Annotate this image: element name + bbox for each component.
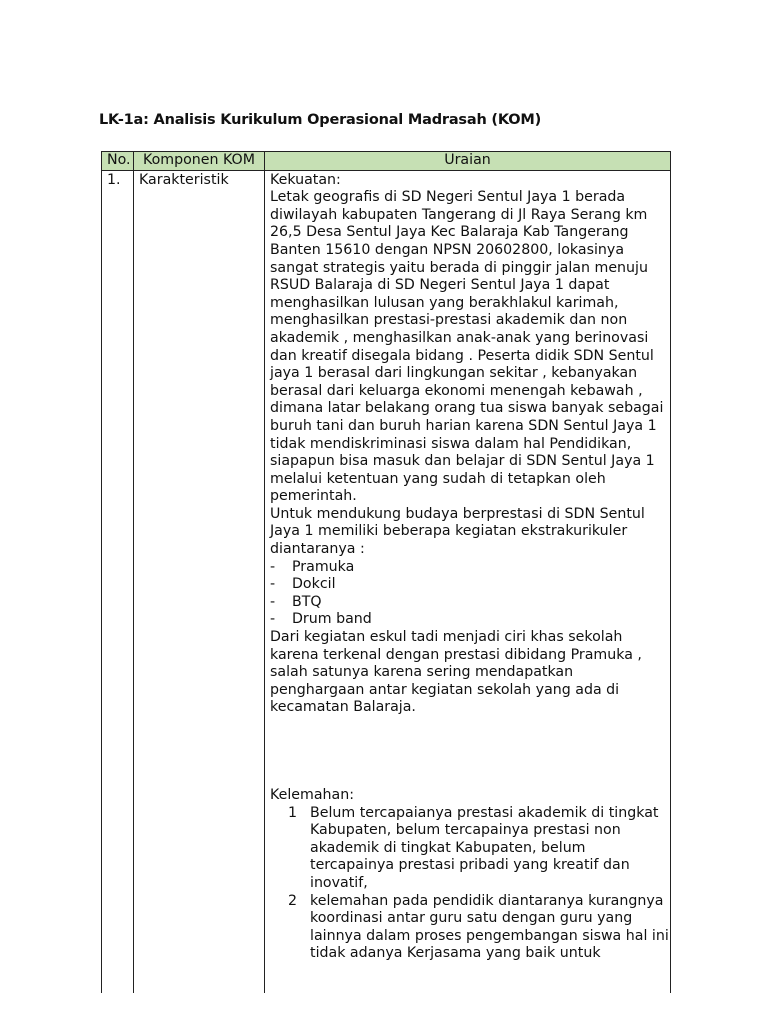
cell-no: 1. bbox=[102, 170, 134, 993]
list-item: - Pramuka bbox=[270, 559, 669, 577]
list-item: - Drum band bbox=[270, 611, 669, 629]
header-no: No. bbox=[102, 152, 134, 171]
header-uraian: Uraian bbox=[265, 152, 671, 171]
kekuatan-text: Letak geografis di SD Negeri Sentul Jaya 1 berada diwilayah kabupaten Tangerang di Jl Raya Serang km 26,5 Desa Sentul Jaya Kec Balaraja Kab Tangerang Banten 15610 dengan NPSN 20602800, lokasinya sangat strategis yaitu berada di pinggir jalan menuju RSUD Balaraja di SD Negeri Sentul Jaya 1 dapat menghasilkan lulusan yang berakhlakul karimah, menghasilkan prestasi-prestasi akademik dan non akademik , menghasilkan anak-anak yang berinovasi dan kreatif disegala bidang . Peserta didik SDN Sentul jaya 1 berasal dari lingkungan sekitar , kebanyakan berasal dari keluarga ekonomi menengah kebawah , dimana latar belakang orang tua siswa banyak sebagai buruh tani dan buruh harian karena SDN Sentul Jaya 1 tidak mendiskriminasi siswa dalam hal Pendidikan, siapapun bisa masuk dan belajar di SDN Sentul Jaya 1 melalui ketentuan yang sudah di tetapkan oleh pemerintah. bbox=[270, 189, 664, 505]
list-number: 1 bbox=[288, 804, 298, 821]
kekuatan-label: Kekuatan: bbox=[270, 171, 341, 188]
ekskul-intro: Untuk mendukung budaya berprestasi di SDN Sentul Jaya 1 memiliki beberapa kegiatan ekstrakurikuler diantaranya : bbox=[270, 505, 645, 558]
table-header-row bbox=[102, 152, 671, 171]
cell-uraian bbox=[265, 170, 671, 993]
ekskul-list bbox=[270, 559, 669, 629]
document-title: LK-1a: Analisis Kurikulum Operasional Madrasah (KOM) bbox=[99, 112, 542, 128]
cell-komponen: Karakteristik bbox=[134, 170, 265, 993]
list-item-text: Belum tercapaianya prestasi akademik di tingkat Kabupaten, belum tercapainya prestasi non akademik di tingkat Kabupaten, belum tercapainya prestasi pribadi yang kreatif dan inovatif, bbox=[310, 804, 659, 891]
list-item: - Dokcil bbox=[270, 576, 669, 594]
list-item bbox=[288, 893, 669, 963]
list-item bbox=[288, 805, 669, 893]
list-number: 2 bbox=[288, 892, 298, 909]
list-item: - BTQ bbox=[270, 594, 669, 612]
header-komponen: Komponen KOM bbox=[134, 152, 265, 171]
table-row bbox=[102, 170, 671, 993]
ekskul-closing: Dari kegiatan eskul tadi menjadi ciri khas sekolah karena terkenal dengan prestasi dibidang Pramuka , salah satunya karena sering mendapatkan penghargaan antar kegiatan sekolah yang ada di kecamatan Balaraja. bbox=[270, 629, 642, 716]
blank-space bbox=[270, 717, 669, 787]
list-item-text: kelemahan pada pendidik diantaranya kurangnya koordinasi antar guru satu dengan guru yang lainnya dalam proses pengembangan siswa hal ini tidak adanya Kerjasama yang baik untuk bbox=[310, 892, 669, 962]
kelemahan-list bbox=[270, 805, 669, 963]
kelemahan-label: Kelemahan: bbox=[270, 787, 354, 803]
kom-analysis-table bbox=[101, 151, 671, 993]
